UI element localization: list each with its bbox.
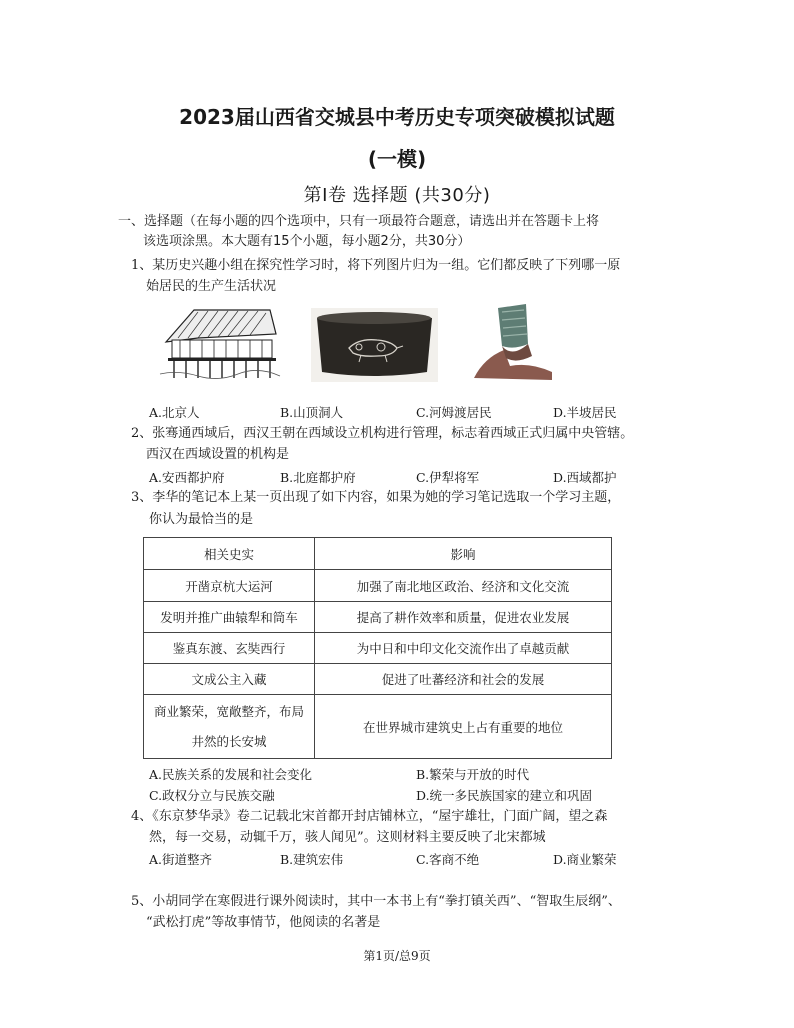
q3-option-c[interactable]: C.政权分立与民族交融 — [149, 788, 275, 803]
q1-option-d[interactable]: D.半坡居民 — [553, 405, 617, 420]
table-cell-impact: 为中日和中印文化交流作出了卓越贡献 — [315, 633, 612, 664]
table-header-row — [144, 538, 612, 570]
q5-stem-cont: “武松打虎”等故事情节，他阅读的名著是 — [146, 915, 381, 930]
section-instruction: 一、选择题（在每小题的四个选项中，只有一项最符合题意，请选出并在答题卡上将 — [118, 214, 600, 229]
exam-subtitle: (一模) — [367, 147, 427, 171]
section-instruction-cont: 该选项涂黑。本大题有15个小题，每小题2分，共30分） — [143, 234, 471, 249]
q4-option-a[interactable]: A.街道整齐 — [149, 852, 213, 867]
q1-option-b[interactable]: B.山顶洞人 — [280, 405, 344, 420]
q3-notes-table — [143, 537, 612, 759]
table-row — [144, 633, 612, 664]
q3-option-a[interactable]: A.民族关系的发展和社会变化 — [149, 767, 313, 782]
q4-stem-cont: 然，每一交易，动辄千万，骇人闻见”。这则材料主要反映了北宋都城 — [149, 830, 546, 845]
table-cell-impact: 促进了吐蕃经济和社会的发展 — [315, 664, 612, 695]
exam-title: 2023届山西省交城县中考历史专项突破模拟试题 — [179, 105, 615, 129]
q2-option-c[interactable]: C.伊犁将军 — [416, 470, 480, 485]
q4-stem: 4、《东京梦华录》卷二记载北宋首都开封店铺林立，“屋宇雄壮，门面广阔，望之森 — [131, 809, 608, 824]
q5-stem: 5、小胡同学在寒假进行课外阅读时，其中一本书上有“拳打镇关西”、“智取生辰纲”、 — [131, 894, 621, 909]
table-cell-fact: 开凿京杭大运河 — [144, 570, 315, 602]
q4-option-c[interactable]: C.客商不绝 — [416, 852, 480, 867]
q2-option-d[interactable]: D.西域都护 — [553, 470, 617, 485]
table-row — [144, 664, 612, 695]
q3-option-d[interactable]: D.统一多民族国家的建立和巩固 — [416, 788, 593, 803]
table-cell-fact: 鉴真东渡、玄奘西行 — [144, 633, 315, 664]
q2-option-a[interactable]: A.安西都护府 — [149, 470, 225, 485]
table-cell-impact: 加强了南北地区政治、经济和文化交流 — [315, 570, 612, 602]
bone-spade-image — [470, 300, 554, 382]
table-header-impact: 影响 — [315, 538, 612, 570]
q2-stem-cont: 西汉在西域设置的机构是 — [146, 447, 290, 462]
table-row — [144, 602, 612, 633]
table-cell-fact: 文成公主入藏 — [144, 664, 315, 695]
page-number: 第1页/总9页 — [363, 949, 431, 963]
table-row — [144, 570, 612, 602]
q4-option-d[interactable]: D.商业繁荣 — [553, 852, 617, 867]
table-cell-fact: 商业繁荣，宽敞整齐，布局井然的长安城 — [144, 695, 315, 759]
black-pottery-bowl-image — [311, 308, 438, 382]
q2-option-b[interactable]: B.北庭都护府 — [280, 470, 356, 485]
q1-option-a[interactable]: A.北京人 — [149, 405, 200, 420]
q2-stem: 2、张骞通西域后，西汉王朝在西域设立机构进行管理，标志着西域正式归属中央管辖。 — [131, 426, 634, 441]
q4-option-b[interactable]: B.建筑宏伟 — [280, 852, 344, 867]
q3-stem-cont: 你认为最恰当的是 — [149, 512, 254, 527]
part-heading: 第Ⅰ卷 选择题 (共30分) — [303, 185, 491, 206]
table-cell-impact: 提高了耕作效率和质量，促进农业发展 — [315, 602, 612, 633]
table-row — [144, 695, 612, 759]
q1-stem-cont: 始居民的生产生活状况 — [146, 279, 277, 294]
q3-stem: 3、李华的笔记本上某一页出现了如下内容，如果为她的学习笔记选取一个学习主题， — [131, 490, 621, 505]
q1-stem: 1、某历史兴趣小组在探究性学习时，将下列图片归为一组。它们都反映了下列哪一原 — [131, 258, 621, 273]
table-cell-impact: 在世界城市建筑史上占有重要的地位 — [315, 695, 612, 759]
stilt-house-image — [158, 304, 282, 382]
table-header-facts: 相关史实 — [144, 538, 315, 570]
q3-option-b[interactable]: B.繁荣与开放的时代 — [416, 767, 530, 782]
q1-option-c[interactable]: C.河姆渡居民 — [416, 405, 492, 420]
table-cell-fact: 发明并推广曲辕犁和筒车 — [144, 602, 315, 633]
